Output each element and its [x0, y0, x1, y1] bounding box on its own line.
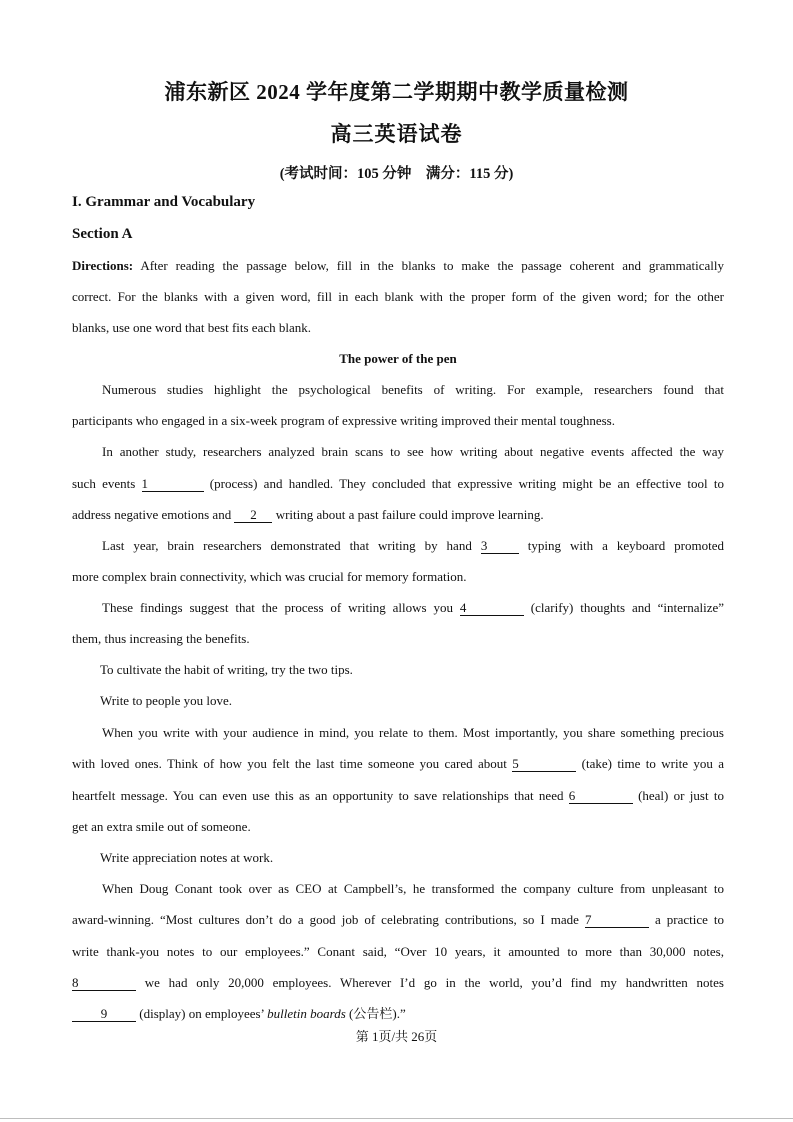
passage-line: Numerous studies highlight the psychological benefits of writing. For example, researchers found that — [102, 382, 724, 397]
part-title: I. Grammar and Vocabulary — [72, 194, 256, 210]
passage-line: such events 1 (process) and handled. They concluded that expressive writing might be an effective tool to — [72, 476, 725, 491]
directions-text: After reading the passage below, fill in the blanks to make the passage coherent and grammatically — [140, 258, 724, 273]
passage-line: award-winning. “Most cultures don’t do a good job of celebrating contributions, so I made 7 a practice to — [72, 912, 725, 927]
passage-line: When Doug Conant took over as CEO at Campbell’s, he transformed the company culture from unpleasant to — [102, 881, 724, 896]
exam-info: (考试时间：105 分钟 满分：115 分) — [279, 166, 514, 182]
blank-4[interactable]: 4 — [460, 601, 524, 616]
passage-line: In another study, researchers analyzed brain scans to see how writing about negative events affected the way — [102, 444, 724, 459]
passage-line: get an extra smile out of someone. — [72, 819, 251, 834]
blank-5[interactable]: 5 — [512, 757, 576, 772]
passage-line: heartfelt message. You can even use this as an opportunity to save relationships that need 6 (heal) or just to — [72, 788, 724, 803]
passage-line: participants who engaged in a six-week program of expressive writing improved their mental toughness. — [72, 413, 615, 428]
blank-7[interactable]: 7 — [585, 913, 649, 928]
passage-line: To cultivate the habit of writing, try the two tips. — [100, 662, 353, 677]
blank-9[interactable]: 9 — [72, 1007, 136, 1022]
directions-line: correct. For the blanks with a given word, fill in each blank with the proper form of the given word; for the other — [72, 289, 724, 304]
passage-line: more complex brain connectivity, which was crucial for memory formation. — [72, 569, 467, 584]
exam-subtitle: 高三英语试卷 — [330, 122, 463, 146]
passage-line: 9 (display) on employees’ bulletin boards (公告栏).” — [72, 1006, 724, 1022]
blank-1[interactable]: 1 — [142, 477, 204, 492]
blank-2[interactable]: 2 — [234, 508, 272, 523]
passage-line: with loved ones. Think of how you felt the last time someone you cared about 5 (take) time to write you a — [72, 756, 725, 771]
blank-8[interactable]: 8 — [72, 976, 136, 991]
passage-title: The power of the pen — [339, 351, 457, 366]
directions-line — [72, 258, 724, 274]
page-number: 第 1页/共 26页 — [355, 1029, 438, 1044]
passage-line: them, thus increasing the benefits. — [72, 631, 250, 646]
passage-subheading: Write appreciation notes at work. — [100, 850, 274, 865]
passage-subheading: Write to people you love. — [100, 693, 232, 708]
passage-line: When you write with your audience in mind, you relate to them. Most importantly, you share something precious — [102, 725, 724, 740]
exam-title: 浦东新区 2024 学年度第二学期期中教学质量检测 — [164, 80, 629, 104]
section-title: Section A — [72, 226, 133, 242]
passage-line: 8 we had only 20,000 employees. Wherever I’d go in the world, you’d find my handwritten notes — [72, 975, 724, 990]
page-divider — [0, 1118, 793, 1119]
passage-line: Last year, brain researchers demonstrated that writing by hand 3 typing with a keyboard promoted — [102, 538, 725, 553]
passage-line: address negative emotions and 2 writing about a past failure could improve learning. — [72, 507, 544, 522]
passage-line: These findings suggest that the process of writing allows you 4 (clarify) thoughts and “internalize” — [102, 600, 725, 615]
passage-line: write thank-you notes to our employees.” Conant said, “Over 10 years, it amounted to more than 30,000 notes, — [72, 944, 724, 959]
blank-3[interactable]: 3 — [481, 539, 519, 554]
directions-label: Directions: — [72, 258, 134, 273]
directions-line: blanks, use one word that best fits each blank. — [72, 320, 311, 335]
blank-6[interactable]: 6 — [569, 789, 633, 804]
